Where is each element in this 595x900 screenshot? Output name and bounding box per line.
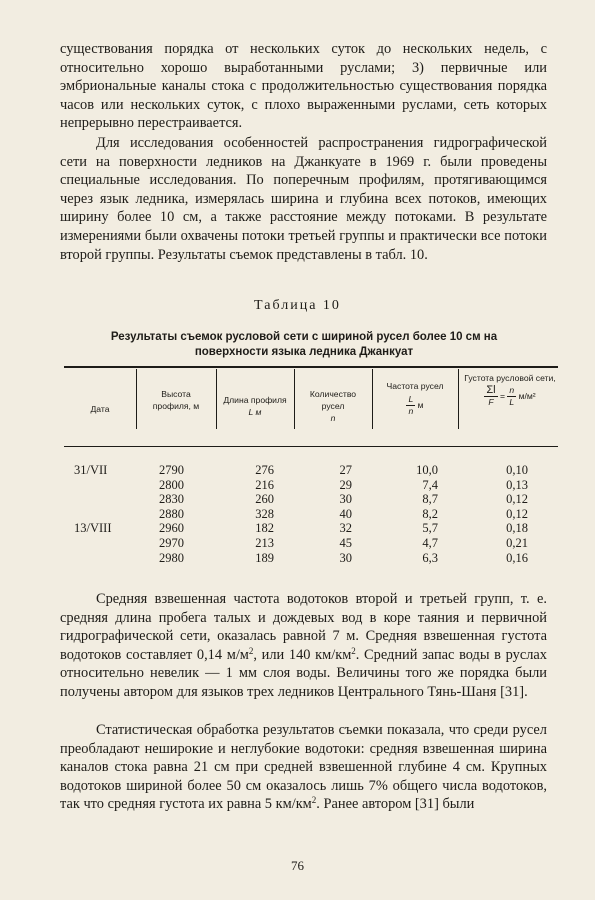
density-unit: м/м²	[518, 390, 536, 401]
header-divider	[136, 369, 137, 429]
length-cell: 182	[255, 521, 274, 536]
density-n-fraction	[507, 385, 516, 408]
table-title: Результаты съемок русловой сети с шириной русел более 10 см на поверхности языка ледника Джанкуат	[110, 331, 498, 358]
height-cell: 2880	[159, 506, 184, 521]
header-density-formula	[462, 385, 558, 408]
density-cell: 0,16	[506, 550, 528, 565]
header-density-label: Густота русловой сети,	[464, 373, 556, 383]
frequency-fraction	[406, 394, 415, 417]
length-cell: 216	[255, 477, 274, 492]
density-cell: 0,12	[506, 492, 528, 507]
density-n-numerator: n	[509, 385, 515, 395]
header-divider	[458, 369, 459, 429]
frequency-cell: 4,7	[422, 535, 438, 550]
header-count-label: Количество русел	[309, 389, 357, 411]
paragraph-average-frequency-part1: Средняя взвешенная частота водотоков второй и третьей групп, т. е. средняя длина пробега талых и дождевых вод в коре таяния и первичной гидрографической сети, оказалась равной 7 м. Средняя взвешенная густота водотоков составляет 0,14 м/м	[60, 591, 547, 663]
paragraph-average-frequency	[60, 590, 547, 702]
paragraph-statistics	[60, 721, 547, 814]
table-header-rule	[64, 446, 558, 447]
paragraph-study-description: Для исследования особенностей распространения гидрографической сети на поверхности ледников на Джанкуате в 1969 г. были проведены специальные исследования. По поперечным профилям, протягивающимся через язык ледника, измерялась ширина и глубина всех потоков, имеющих ширину более 10 см, а также расстояние между потоками. В результате измерениями были охвачены потоки третьей группы и практически все потоки второй группы. Результаты съемок представлены в табл. 10.	[60, 135, 547, 263]
frequency-cell: 10,0	[416, 463, 438, 477]
superscript-2: 2	[311, 795, 317, 806]
table-top-rule	[64, 366, 558, 368]
table-number: Таблица 10	[254, 298, 341, 313]
count-cell: 32	[339, 521, 352, 536]
height-cell: 2980	[159, 550, 184, 565]
frequency-denominator: n	[408, 406, 414, 416]
height-cell: 2790	[159, 463, 184, 477]
frequency-cell: 8,2	[422, 506, 438, 521]
length-cell: 276	[255, 463, 274, 477]
header-divider	[294, 369, 295, 429]
paragraph-average-frequency-part2: , или 140 км/км	[253, 646, 352, 663]
count-cell: 40	[339, 506, 352, 521]
length-cell: 328	[255, 506, 274, 521]
header-length-unit: L м	[248, 407, 262, 417]
length-cell: 213	[255, 535, 274, 550]
count-cell: 30	[339, 550, 352, 565]
page-number: 76	[291, 858, 304, 873]
header-length-label: Длина профиля	[223, 395, 287, 405]
superscript-2: 2	[351, 645, 356, 656]
density-cell: 0,13	[506, 477, 528, 492]
length-cell: 189	[255, 550, 274, 565]
length-column	[228, 463, 274, 565]
count-cell: 30	[339, 492, 352, 507]
frequency-numerator: L	[408, 394, 414, 404]
date-spacer	[74, 478, 134, 522]
density-column	[484, 463, 528, 565]
count-column	[316, 463, 352, 565]
height-cell: 2830	[159, 492, 184, 507]
frequency-cell: 7,4	[422, 477, 438, 492]
count-cell: 29	[339, 477, 352, 492]
frequency-column	[400, 463, 438, 565]
paragraph-continuation: существования порядка от нескольких суток до нескольких недель, с относительно хорошо выработанными руслами; 3) первичные или эмбриональные каналы стока с продолжительностью существования порядка часов или нескольких суток, с плохо выраженными руслами, сеть которых непрерывно перестраивается.	[60, 41, 547, 132]
superscript-2: 2	[248, 645, 254, 656]
header-frequency-label: Частота русел	[386, 381, 444, 391]
paragraph-statistics-part2: . Ранее автором [31] были	[316, 796, 475, 813]
header-count	[298, 388, 368, 424]
header-frequency	[376, 380, 454, 417]
height-cell: 2800	[159, 477, 184, 492]
height-cell: 2960	[159, 521, 184, 536]
header-divider	[216, 369, 217, 429]
date-column	[74, 463, 134, 536]
density-sum-fraction	[484, 385, 497, 408]
density-equals: =	[499, 390, 506, 401]
header-frequency-formula	[376, 394, 454, 417]
length-cell: 260	[255, 492, 274, 507]
header-divider	[372, 369, 373, 429]
density-cell: 0,18	[506, 521, 528, 536]
date-cell: 31/VII	[74, 463, 108, 477]
height-cell: 2970	[159, 535, 184, 550]
frequency-cell: 8,7	[422, 492, 438, 507]
header-count-symbol: n	[330, 413, 336, 423]
frequency-cell: 6,3	[422, 550, 438, 565]
count-cell: 45	[339, 535, 352, 550]
density-sum-numerator: Σl	[486, 384, 496, 396]
paragraph-statistics-part1: Статистическая обработка результатов съемки показала, что среди русел преобладают неширокие и неглубокие водотоки: средняя взвешенная ширина каналов стока равна 21 см при средней взвешенной глубине 4 см. Крупных водотоков шириной более 50 см оказалось лишь 7% общего числа водотоков, так что средняя густота их равна 5 км/км	[60, 722, 547, 813]
date-cell: 13/VIII	[74, 521, 112, 536]
header-height: Высота профиля, м	[152, 389, 200, 411]
density-cell: 0,10	[506, 463, 528, 477]
density-cell: 0,21	[506, 535, 528, 550]
density-sum-denominator: F	[488, 397, 494, 407]
density-n-denominator: L	[509, 397, 515, 407]
header-density	[462, 372, 558, 408]
density-cell: 0,12	[506, 506, 528, 521]
height-column	[140, 463, 184, 565]
count-cell: 27	[339, 463, 352, 477]
frequency-unit: м	[417, 399, 424, 410]
paragraph-average-frequency-part3: . Средний запас воды в руслах относительно невелик — 1 мм слоя воды. Величины того же порядка были получены автором для языков трех ледников Центрального Тянь-Шаня [31].	[60, 646, 547, 700]
frequency-cell: 5,7	[422, 521, 438, 536]
header-length	[220, 394, 290, 418]
header-date: Дата	[90, 404, 110, 414]
